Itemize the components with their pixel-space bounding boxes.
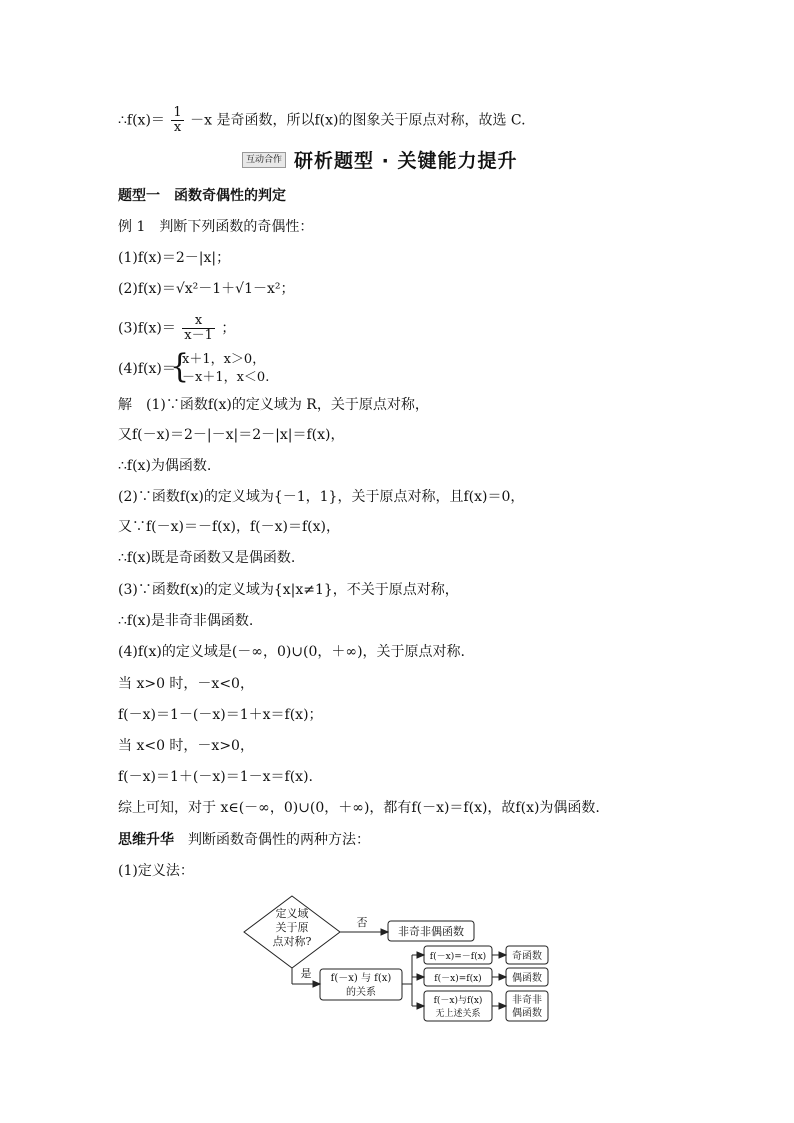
solution-line: (4)f(x)的定义域是(－∞，0)∪(0，＋∞)，关于原点对称.: [118, 644, 465, 660]
no-label: 否: [356, 916, 368, 929]
example-heading: 例 1 判断下列函数的奇偶性：: [118, 219, 314, 235]
solution-line: 又∵f(－x)＝－f(x)，f(－x)＝f(x)，: [118, 519, 341, 535]
relation-text-1: f(－x) 与 f(x): [330, 973, 392, 984]
solution-line: 解 (1)∵函数f(x)的定义域为 R，关于原点对称，: [118, 397, 429, 413]
case-odd-text: f(－x)=－f(x): [429, 952, 487, 962]
solution-line: 当 x>0 时，－x<0，: [118, 676, 254, 692]
odd-result-text: 奇函数: [512, 951, 542, 962]
q4-case-1: x＋1，x＞0，: [182, 352, 266, 367]
solution-line: (3)∵函数f(x)的定义域为{x|x≠1}，不关于原点对称，: [118, 582, 459, 598]
intro-frac-den: x: [173, 120, 182, 135]
solution-line: ∴f(x)是非奇非偶函数.: [118, 613, 254, 629]
section-tag: 互动合作: [242, 152, 286, 168]
solution-line: ∴f(x)为偶函数.: [118, 458, 212, 474]
q3-prefix: (3)f(x)＝: [118, 320, 176, 337]
diamond-text-3: 点对称?: [272, 935, 312, 948]
summary-label: 思维升华: [118, 832, 174, 848]
solution-line: (2)∵函数f(x)的定义域为{－1，1}，关于原点对称，且f(x)＝0，: [118, 489, 525, 505]
even-result-text: 偶函数: [512, 973, 542, 984]
q3-suffix: ；: [221, 320, 236, 337]
solution-line: 综上可知，对于 x∈(－∞，0)∪(0，＋∞)，都有f(－x)＝f(x)，故f(x)为偶函数.: [118, 800, 600, 816]
solution-line: 当 x<0 时，－x>0，: [118, 738, 254, 754]
type-heading: 题型一 函数奇偶性的判定: [118, 188, 286, 204]
solution-line: f(－x)＝1＋(－x)＝1－x＝f(x).: [118, 769, 313, 785]
yes-label: 是: [300, 967, 312, 980]
solution-line: 又f(－x)＝2－|－x|＝2－|x|＝f(x)，: [118, 427, 345, 443]
diamond-text-2: 关于原: [275, 921, 309, 934]
question-2: (2)f(x)＝√x²－1＋√1－x²；: [118, 281, 295, 297]
solution-line: f(－x)＝1－(－x)＝1＋x＝f(x)；: [118, 707, 323, 723]
q4-case-2: －x＋1，x＜0.: [182, 370, 270, 385]
diamond-text-1: 定义域: [275, 907, 309, 920]
q3-num: x: [182, 314, 215, 329]
summary-text: 判断函数奇偶性的两种方法：: [174, 832, 370, 848]
intro-frac-num: 1: [173, 105, 182, 120]
intro-rest: －x 是奇函数，所以f(x)的图象关于原点对称，故选 C.: [190, 112, 526, 129]
q3-den: x－1: [184, 328, 213, 343]
neither-result-text-2: 偶函数: [512, 1008, 542, 1019]
solution-line: ∴f(x)既是奇函数又是偶函数.: [118, 550, 296, 566]
q4-brace: {: [170, 347, 190, 386]
case-none-text-1: f(－x)与f(x): [433, 996, 483, 1006]
case-even-text: f(－x)=f(x): [434, 974, 482, 984]
neither-result-text-1: 非奇非: [512, 995, 542, 1006]
q4-prefix: (4)f(x)＝: [118, 361, 176, 377]
method-1: (1)定义法：: [118, 863, 194, 879]
intro-prefix: ∴f(x)＝: [118, 112, 165, 129]
no-result-text: 非奇非偶函数: [398, 925, 464, 938]
section-title: 研析题型 · 关键能力提升: [294, 150, 518, 172]
question-1: (1)f(x)＝2－|x|；: [118, 250, 231, 266]
relation-text-2: 的关系: [346, 987, 376, 998]
case-none-text-2: 无上述关系: [435, 1009, 481, 1019]
